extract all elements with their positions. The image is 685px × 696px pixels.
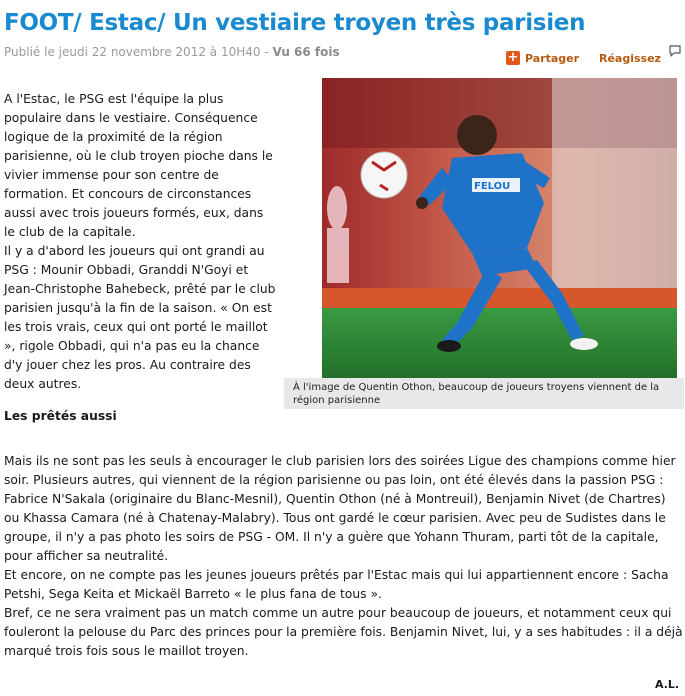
article-paragraph-1 xyxy=(4,90,276,394)
react-link[interactable]: Réagissez xyxy=(599,52,661,65)
share-button[interactable] xyxy=(506,51,579,65)
paragraph-1-text: A l'Estac, le PSG est l'équipe la plus populaire dans le vestiaire. Conséquence logique de la proximité de la région parisienne, où le club troyen pioche dans le vivier immense pour son centre de formation. Et concours de circonstances aussi avec trois joueurs formés, eux, dans le club de la capitale. Il y a d'abord les joueurs qui ont grandi au PSG : Mounir Obbadi, Granddi N'Goyi et Jean-Christophe Bahebeck, prêté par le club parisien jusqu'à la fin de la saison. « On est les trois vrais, ceux qui ont porté le maillot », rigole Obbadi, qui n'a pas eu la chance d'y jouer chez les pros. Au contraire des deux autres. xyxy=(4,92,276,391)
article-title: FOOT/ Estac/ Un vestiaire troyen très parisien xyxy=(4,10,586,36)
photo-caption: À l'image de Quentin Othon, beaucoup de joueurs troyens viennent de la région parisienne xyxy=(284,378,684,409)
share-label: Partager xyxy=(525,51,580,65)
section-heading: Les prêtés aussi xyxy=(4,409,117,423)
plus-icon: + xyxy=(507,50,519,65)
soccer-player-photo xyxy=(322,78,677,378)
shirt-sponsor-text: FELOU xyxy=(474,181,511,192)
paragraph-2-text: Mais ils ne sont pas les seuls à encourager le club parisien lors des soirées Ligue des champions comme hier soir. Plusieurs autres, qui viennent de la région parisienne ou pas loin, ont été élevés dans la passion PSG : Fabrice N'Sakala (originaire du Blanc-Mesnil), Quentin Othon (né à Montreuil), Benjamin Nivet (de Chartres) ou Khassa Camara (né à Chatenay-Malabry). Tous ont gardé le cœur parisien. Avec peu de Sudistes dans le groupe, il n'y a pas photo les soirs de PSG - OM. Il n'y a guère que Yohann Thuram, parti tôt de la capitale, pour afficher sa neutralité. Et encore, on ne compte pas les jeunes joueurs prêtés par l'Estac mais qui lui appartiennent encore : Sacha Petshi, Sega Keita et Mickaël Barreto « le plus fana de tous ». Bref, ce ne sera vraiment pas un match comme un autre pour beaucoup de joueurs, et notamment ceux qui fouleront la pelouse du Parc des princes pour la première fois. Benjamin Nivet, lui, y a ses habitudes : il a déjà marqué trois fois sous le maillot troyen. xyxy=(4,454,683,658)
article-photo xyxy=(322,78,677,378)
publish-date: Publié le jeudi 22 novembre 2012 à 10H40 - xyxy=(4,45,273,59)
comment-icon[interactable] xyxy=(668,44,682,58)
view-count: Vu 66 fois xyxy=(272,45,340,59)
author-initials: A.L. xyxy=(655,678,680,691)
article-paragraph-2 xyxy=(4,452,684,661)
publish-info xyxy=(4,45,340,59)
